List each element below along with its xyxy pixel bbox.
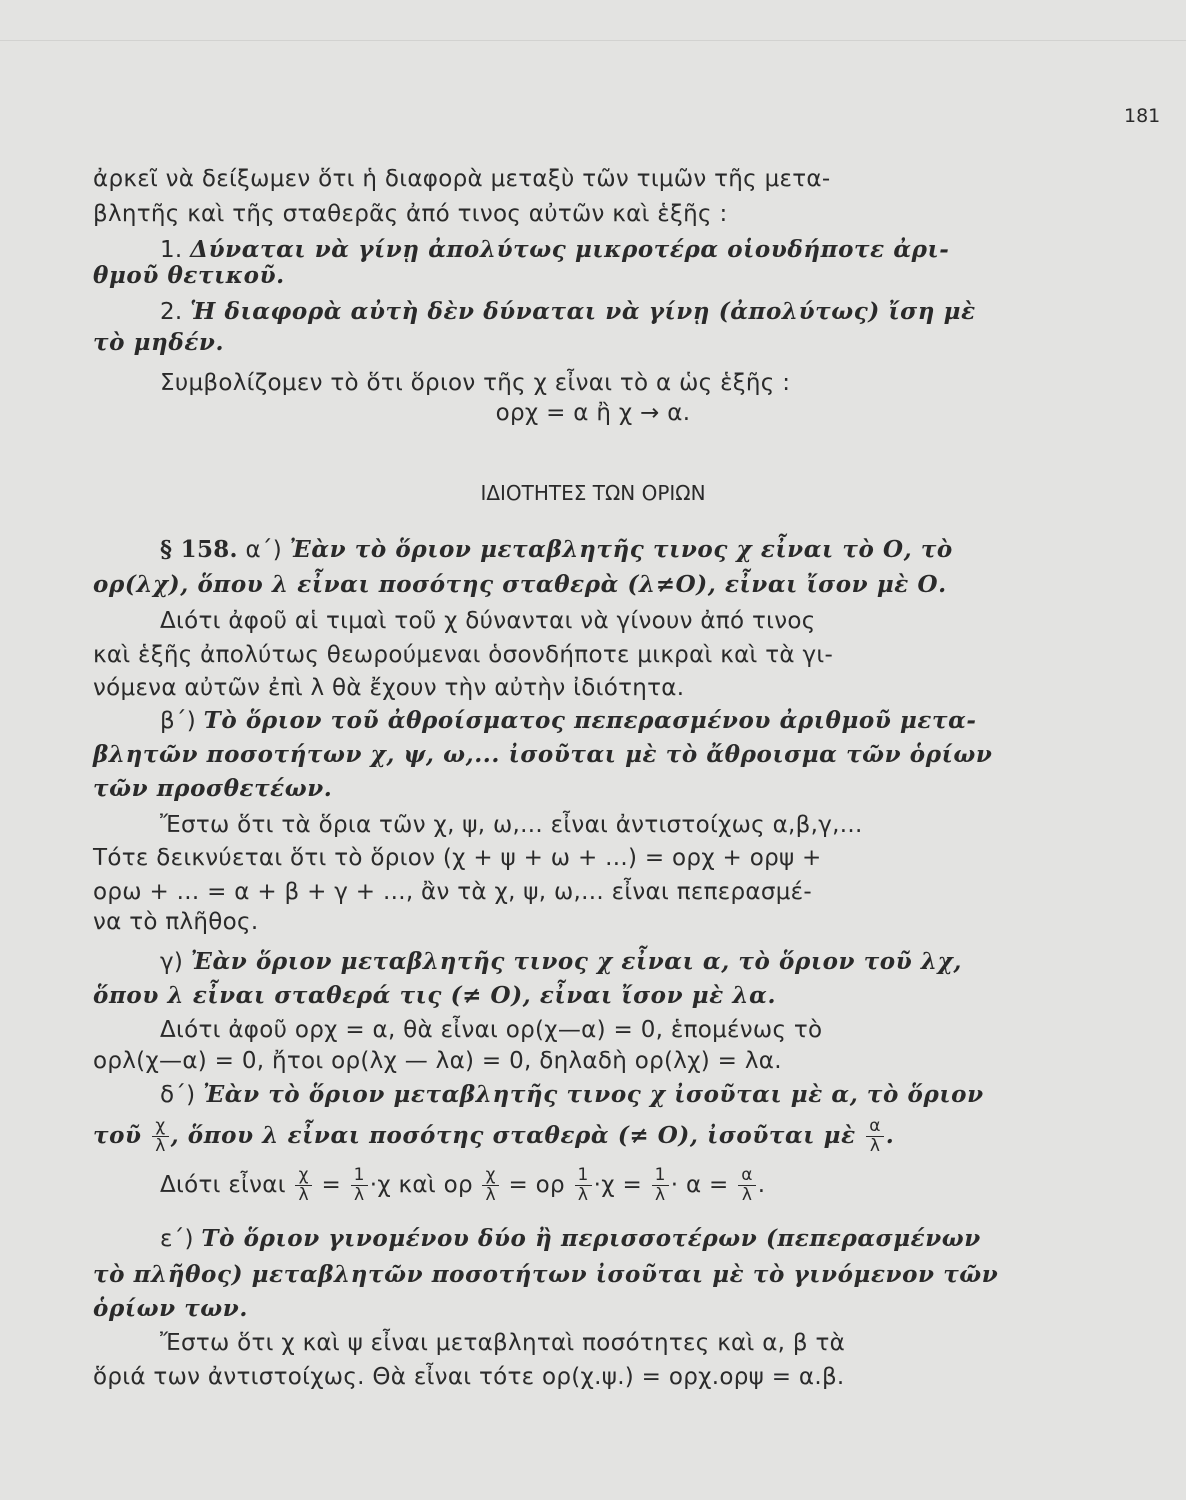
text-line: Ἔστω ὅτι χ καὶ ψ εἶναι μεταβληταὶ ποσότητες καὶ α, β τὰ [160, 1330, 846, 1356]
italic-statement: Ἐὰν ὅριον μεταβλητῆς τινος χ εἶναι α, τὸ ὅριον τοῦ λχ, [190, 948, 962, 975]
text-line [160, 947, 1080, 977]
text-line: Τότε δεικνύεται ὅτι τὸ ὅριον (χ + ψ + ω + ...) = ορχ + ορψ + [93, 845, 822, 871]
numerator: 1 [351, 1166, 368, 1186]
numerator: χ [152, 1117, 168, 1137]
text-line [160, 706, 1080, 736]
fraction-x-over-lambda [295, 1166, 311, 1205]
numerator: α [738, 1166, 756, 1186]
italic-statement: Ἐὰν τὸ ὅριον μεταβλητῆς τινος χ εἶναι τὸ Ο, τὸ [289, 536, 953, 563]
text-line: τὸ μηδέν. [93, 329, 225, 356]
text-line: Ἔστω ὅτι τὰ ὅρια τῶν χ, ψ, ω,... εἶναι ἀντιστοίχως α,β,γ,... [160, 812, 863, 838]
text-line: βλητῆς καὶ τῆς σταθερᾶς ἀπό τινος αὐτῶν καὶ ἑξῆς : [93, 201, 728, 227]
text-line: καὶ ἑξῆς ἀπολύτως θεωρούμεναι ὁσονδήποτε μικραὶ καὶ τὰ γι- [93, 642, 834, 668]
text-line: θμοῦ θετικοῦ. [93, 262, 285, 289]
text-line [160, 1224, 1080, 1254]
section-number: § 158. [160, 536, 238, 563]
fraction-one-over-lambda [351, 1166, 368, 1205]
numerator: 1 [652, 1166, 669, 1186]
item-number: 1. [160, 237, 191, 263]
text: = ορ [500, 1172, 573, 1198]
denominator: λ [577, 1185, 589, 1205]
item-number: 2. [160, 299, 191, 325]
formula-line: ορχ = α ἢ χ → α. [495, 400, 691, 426]
text: Διότι εἶναι [160, 1172, 294, 1198]
text-line [160, 535, 1080, 565]
italic-statement: Ἐὰν τὸ ὅριον μεταβλητῆς τινος χ ἰσοῦται μὲ α, τὸ ὅριον [203, 1081, 984, 1108]
item-label: δ΄) [160, 1082, 204, 1108]
period: . [885, 1122, 895, 1149]
italic-statement: Ἡ διαφορὰ αὐτὴ δὲν δύναται νὰ γίνῃ (ἀπολύτως) ἴση μὲ [190, 298, 976, 325]
denominator: λ [298, 1185, 309, 1205]
denominator: λ [155, 1136, 166, 1156]
denominator: λ [354, 1185, 365, 1205]
text-line [160, 1080, 1080, 1110]
text-line: ὁρίων των. [93, 1295, 248, 1322]
text-line: ἀρκεῖ νὰ δείξωμεν ὅτι ἡ διαφορὰ μεταξὺ τῶν τιμῶν τῆς μετα- [93, 166, 831, 192]
fraction-alpha-over-lambda [866, 1117, 884, 1156]
italic-statement: Δύναται νὰ γίνῃ ἀπολύτως μικροτέρα οἱουδήποτε ἀρι- [190, 236, 950, 263]
page-top-edge [0, 40, 1186, 41]
text-line: ὅριά των ἀντιστοίχως. Θὰ εἶναι τότε ορ(χ.ψ.) = ορχ.ορψ = α.β. [93, 1364, 845, 1390]
text: = [313, 1172, 349, 1198]
text: ·χ καὶ ορ [369, 1172, 481, 1198]
numerator: χ [295, 1166, 311, 1186]
text-line: ορω + ... = α + β + γ + ..., ἂν τὰ χ, ψ, ω,... εἶναι πεπερασμέ- [93, 879, 812, 905]
numerator: α [866, 1117, 884, 1137]
text-line [93, 1114, 1013, 1158]
fraction-one-over-lambda [652, 1166, 669, 1205]
text-line: ορλ(χ—α) = 0, ἤτοι ορ(λχ — λα) = 0, δηλαδὴ ορ(λχ) = λα. [93, 1048, 782, 1074]
fraction-x-over-lambda [152, 1117, 168, 1156]
text-line: Διότι ἀφοῦ αἱ τιμαὶ τοῦ χ δύνανται νὰ γίνουν ἀπό τινος [160, 608, 816, 634]
item-label: ε΄) [160, 1226, 202, 1252]
text-line: να τὸ πλῆθος. [93, 909, 259, 935]
text-line: νόμενα αὐτῶν ἐπὶ λ θὰ ἔχουν τὴν αὐτὴν ἰδιότητα. [93, 675, 685, 701]
denominator: λ [869, 1136, 881, 1156]
item-label: γ) [160, 949, 191, 975]
italic-statement: , ὅπου λ εἶναι ποσότης σταθερὰ (≠ Ο), ἰσοῦται μὲ [170, 1122, 865, 1149]
page-number: 181 [1124, 105, 1161, 127]
text-line: βλητῶν ποσοτήτων χ, ψ, ω,... ἰσοῦται μὲ τὸ ἄθροισμα τῶν ὁρίων [93, 741, 993, 768]
text-line: ορ(λχ), ὅπου λ εἶναι ποσότης σταθερὰ (λ≠Ο), εἶναι ἴσον μὲ Ο. [93, 571, 947, 598]
text: · α = [670, 1172, 737, 1198]
fraction-x-over-lambda [482, 1166, 498, 1205]
fraction-alpha-over-lambda [738, 1166, 756, 1205]
italic-statement: Τὸ ὅριον τοῦ ἀθροίσματος πεπερασμένου ἀριθμοῦ μετα- [203, 707, 977, 734]
numerator: 1 [575, 1166, 592, 1186]
text: ·χ = [593, 1172, 650, 1198]
italic-statement: Τὸ ὅριον γινομένου δύο ἢ περισσοτέρων (πεπερασμένων [201, 1225, 981, 1252]
text-line: Διότι ἀφοῦ ορχ = α, θὰ εἶναι ορ(χ—α) = 0, ἑπομένως τὸ [160, 1017, 823, 1043]
item-label: β΄) [160, 708, 204, 734]
denominator: λ [485, 1185, 496, 1205]
italic-statement: τοῦ [93, 1122, 151, 1149]
denominator: λ [655, 1185, 666, 1205]
formula-line [160, 1163, 1080, 1207]
text-line: Συμβολίζομεν τὸ ὅτι ὅριον τῆς χ εἶναι τὸ α ὡς ἑξῆς : [160, 370, 791, 396]
text-line [160, 297, 1080, 327]
fraction-one-over-lambda [575, 1166, 592, 1205]
section-heading: ΙΔΙΟΤΗΤΕΣ ΤΩΝ ΟΡΙΩΝ [480, 481, 706, 505]
item-label: α΄) [237, 537, 290, 563]
text-line: ὅπου λ εἶναι σταθερά τις (≠ Ο), εἶναι ἴσον μὲ λα. [93, 982, 777, 1009]
text-line: τῶν προσθετέων. [93, 775, 333, 802]
denominator: λ [741, 1185, 753, 1205]
text: . [757, 1172, 766, 1198]
numerator: χ [482, 1166, 498, 1186]
text-line: τὸ πλῆθος) μεταβλητῶν ποσοτήτων ἰσοῦται μὲ τὸ γινόμενον τῶν [93, 1261, 999, 1288]
